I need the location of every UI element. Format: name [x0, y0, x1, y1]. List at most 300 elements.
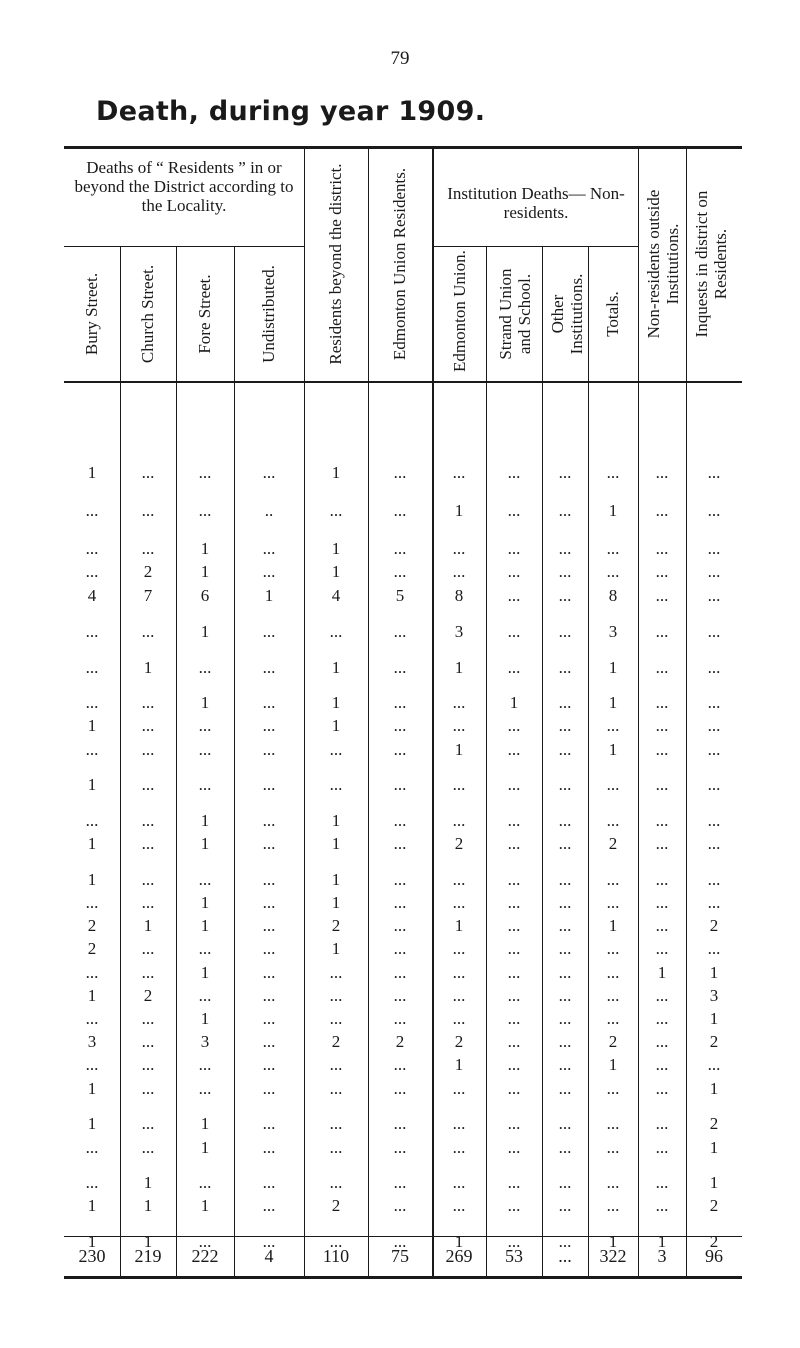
table-cell: ...: [606, 716, 620, 735]
table-cell: 1: [331, 716, 341, 735]
total-cell: 230: [78, 1246, 106, 1266]
table-cell: 1: [200, 811, 210, 830]
table-cell: ...: [85, 693, 99, 712]
table-cell: 1: [87, 986, 97, 1005]
table-cell: ...: [393, 939, 407, 958]
table-cell: ...: [507, 1138, 521, 1157]
table-cell: 1: [454, 658, 464, 677]
table-cell: 4: [331, 586, 341, 605]
table-cell: ...: [707, 693, 721, 712]
table-cell: ...: [606, 539, 620, 558]
table-cell: 2: [454, 834, 464, 853]
table-cell: 1: [143, 658, 153, 677]
table-cell: ...: [393, 463, 407, 482]
table-cell: ...: [262, 658, 276, 677]
table-cell: 1: [87, 775, 97, 794]
table-cell: ...: [558, 963, 572, 982]
table-cell: ...: [507, 586, 521, 605]
table-cell: 1: [200, 1009, 210, 1028]
table-cell: 1: [608, 501, 618, 520]
table-cell: ...: [141, 775, 155, 794]
table-cell: ...: [558, 1055, 572, 1074]
table-cell: ...: [85, 963, 99, 982]
table-cell: 2: [608, 1032, 618, 1051]
table-cell: ...: [262, 1009, 276, 1028]
table-cell: 1: [509, 693, 519, 712]
table-cell: 1: [709, 1173, 719, 1192]
table-cell: ...: [262, 562, 276, 581]
table-cell: ...: [393, 834, 407, 853]
table-cell: ...: [707, 586, 721, 605]
table-cell: 1: [87, 870, 97, 889]
table-cell: 1: [331, 893, 341, 912]
table-cell: 1: [608, 658, 618, 677]
total-cell: 219: [134, 1246, 162, 1266]
table-cell: ...: [655, 1196, 669, 1215]
table-cell: ...: [558, 986, 572, 1005]
table-cell: ...: [655, 939, 669, 958]
table-cell: ...: [655, 1079, 669, 1098]
table-cell: ...: [141, 1032, 155, 1051]
table-cell: ...: [558, 740, 572, 759]
table-cell: ...: [452, 1138, 466, 1157]
col-divider-5: [368, 146, 369, 1276]
table-cell: 1: [87, 1196, 97, 1215]
table-cell: ...: [655, 740, 669, 759]
table-cell: ...: [558, 562, 572, 581]
table-cell: 2: [331, 1032, 341, 1051]
table-cell: 8: [608, 586, 618, 605]
total-cell: 269: [445, 1246, 473, 1266]
table-cell: 7: [143, 586, 153, 605]
table-cell: 1: [331, 693, 341, 712]
table-cell: ...: [707, 740, 721, 759]
table-cell: ...: [507, 1009, 521, 1028]
table-cell: ...: [507, 1114, 521, 1133]
table-cell: ...: [606, 775, 620, 794]
table-cell: ...: [329, 1009, 343, 1028]
col-header-strand-union: Strand Union and School.: [496, 268, 534, 360]
table-cell: ...: [329, 501, 343, 520]
table-cell: 1: [331, 870, 341, 889]
table-cell: ...: [141, 963, 155, 982]
table-cell: 1: [200, 693, 210, 712]
table-cell: 1: [143, 1173, 153, 1192]
table-cell: ...: [452, 693, 466, 712]
table-cell: ...: [507, 811, 521, 830]
table-cell: ...: [198, 1055, 212, 1074]
table-cell: ..: [264, 501, 274, 520]
table-cell: ...: [507, 740, 521, 759]
subheader-rule-left: [64, 246, 304, 247]
table-cell: ...: [141, 811, 155, 830]
table-cell: ...: [507, 1196, 521, 1215]
table-cell: 1: [709, 1079, 719, 1098]
table-cell: ...: [393, 1138, 407, 1157]
table-cell: ...: [558, 1079, 572, 1098]
table-cell: ...: [558, 501, 572, 520]
table-cell: ...: [558, 1232, 572, 1251]
table-cell: ...: [507, 939, 521, 958]
table-cell: ...: [393, 539, 407, 558]
table-cell: ...: [262, 811, 276, 830]
table-cell: 1: [608, 1055, 618, 1074]
table-cell: ...: [85, 622, 99, 641]
col-divider-4: [304, 146, 305, 1276]
table-cell: ...: [262, 1173, 276, 1192]
total-cell: 4: [264, 1246, 274, 1266]
table-cell: ...: [707, 658, 721, 677]
table-cell: ...: [141, 693, 155, 712]
table-cell: ...: [655, 986, 669, 1005]
table-cell: ...: [141, 463, 155, 482]
header-bottom-rule: [64, 381, 742, 383]
table-cell: ...: [452, 1009, 466, 1028]
table-cell: ...: [655, 562, 669, 581]
table-cell: ...: [507, 716, 521, 735]
table-cell: 1: [200, 1114, 210, 1133]
table-cell: ...: [85, 562, 99, 581]
table-cell: ...: [329, 986, 343, 1005]
table-cell: 1: [331, 658, 341, 677]
table-cell: ...: [655, 693, 669, 712]
table-cell: 2: [709, 1232, 719, 1251]
table-cell: 2: [143, 986, 153, 1005]
table-cell: 1: [454, 916, 464, 935]
total-cell: 75: [391, 1246, 409, 1266]
table-cell: ...: [393, 963, 407, 982]
table-cell: ...: [707, 870, 721, 889]
table-cell: ...: [606, 893, 620, 912]
table-cell: 2: [87, 916, 97, 935]
table-cell: ...: [558, 939, 572, 958]
table-cell: 1: [143, 916, 153, 935]
table-cell: ...: [707, 1055, 721, 1074]
table-cell: 2: [143, 562, 153, 581]
table-cell: ...: [655, 501, 669, 520]
table-cell: ...: [507, 562, 521, 581]
table-cell: 1: [200, 893, 210, 912]
table-cell: 1: [608, 916, 618, 935]
table-cell: 1: [331, 463, 341, 482]
table-cell: ...: [507, 539, 521, 558]
table-cell: ...: [606, 939, 620, 958]
table-cell: 2: [709, 1032, 719, 1051]
table-cell: ...: [262, 622, 276, 641]
col-header-other-institutions: Other Institutions.: [548, 273, 586, 355]
table-cell: ...: [262, 463, 276, 482]
table-cell: ...: [198, 658, 212, 677]
table-cell: ...: [393, 1009, 407, 1028]
table-cell: ...: [558, 775, 572, 794]
table-cell: 1: [200, 834, 210, 853]
table-cell: 1: [200, 622, 210, 641]
table-cell: ...: [558, 1114, 572, 1133]
table-cell: 1: [87, 834, 97, 853]
table-cell: ...: [393, 658, 407, 677]
table-cell: ...: [558, 622, 572, 641]
group-header-institutions: Institution Deaths— Non-residents.: [447, 184, 625, 222]
table-top-rule: [64, 146, 742, 149]
page-number: 79: [390, 48, 410, 69]
table-cell: 1: [200, 963, 210, 982]
table-cell: ...: [262, 716, 276, 735]
table-cell: ...: [262, 1079, 276, 1098]
table-cell: ...: [141, 1055, 155, 1074]
table-cell: 2: [331, 916, 341, 935]
table-cell: ...: [141, 539, 155, 558]
table-cell: ...: [262, 916, 276, 935]
table-cell: 3: [454, 622, 464, 641]
table-cell: 1: [331, 834, 341, 853]
table-cell: ...: [707, 939, 721, 958]
table-cell: ...: [507, 870, 521, 889]
table-cell: 1: [331, 539, 341, 558]
page-title: Death, during year 1909.: [96, 96, 486, 127]
table-cell: ...: [655, 658, 669, 677]
deaths-table: [64, 146, 742, 1282]
table-cell: ...: [262, 834, 276, 853]
table-cell: ...: [452, 986, 466, 1005]
table-cell: ...: [707, 463, 721, 482]
table-cell: ...: [558, 916, 572, 935]
table-cell: ...: [507, 1055, 521, 1074]
table-cell: ...: [558, 693, 572, 712]
table-cell: ...: [655, 1138, 669, 1157]
table-cell: ...: [85, 811, 99, 830]
table-cell: ...: [452, 870, 466, 889]
table-cell: ...: [393, 1114, 407, 1133]
table-cell: ...: [198, 463, 212, 482]
table-cell: 1: [87, 1114, 97, 1133]
table-cell: 1: [87, 1079, 97, 1098]
table-cell: ...: [329, 1232, 343, 1251]
table-cell: ...: [393, 916, 407, 935]
table-cell: ...: [606, 562, 620, 581]
table-cell: 1: [87, 716, 97, 735]
table-cell: ...: [707, 539, 721, 558]
table-cell: ...: [329, 963, 343, 982]
total-cell: 53: [505, 1246, 523, 1266]
table-cell: ...: [655, 463, 669, 482]
table-cell: ...: [262, 1055, 276, 1074]
table-cell: ...: [452, 939, 466, 958]
table-cell: 1: [200, 539, 210, 558]
table-cell: ...: [198, 939, 212, 958]
table-cell: ...: [393, 501, 407, 520]
table-cell: ...: [507, 1232, 521, 1251]
total-cell: 96: [705, 1246, 723, 1266]
table-cell: ...: [141, 622, 155, 641]
table-cell: 1: [331, 811, 341, 830]
table-cell: ...: [655, 1173, 669, 1192]
group-header-residents: Deaths of “ Residents ” in or beyond the District according to the Locality.: [74, 158, 294, 215]
table-cell: ...: [198, 870, 212, 889]
table-cell: 2: [709, 916, 719, 935]
table-cell: 1: [709, 1009, 719, 1028]
table-cell: 2: [454, 1032, 464, 1051]
table-cell: ...: [558, 1138, 572, 1157]
total-cell: 110: [322, 1246, 350, 1266]
table-cell: ...: [393, 775, 407, 794]
total-cell: 322: [599, 1246, 627, 1266]
table-cell: ...: [558, 893, 572, 912]
total-cell: 222: [191, 1246, 219, 1266]
table-cell: ...: [262, 1138, 276, 1157]
table-cell: ...: [452, 539, 466, 558]
table-cell: ...: [606, 870, 620, 889]
table-cell: 1: [657, 1232, 667, 1251]
table-cell: ...: [655, 539, 669, 558]
table-cell: ...: [393, 1232, 407, 1251]
table-cell: ...: [707, 562, 721, 581]
table-cell: ...: [452, 811, 466, 830]
table-cell: 1: [200, 916, 210, 935]
table-cell: 1: [454, 1232, 464, 1251]
table-cell: ...: [606, 1173, 620, 1192]
table-cell: ...: [558, 870, 572, 889]
table-cell: 1: [608, 693, 618, 712]
table-cell: ...: [558, 463, 572, 482]
table-cell: 2: [709, 1196, 719, 1215]
table-cell: ...: [329, 622, 343, 641]
table-cell: ...: [393, 870, 407, 889]
table-cell: ...: [198, 986, 212, 1005]
table-cell: ...: [198, 1232, 212, 1251]
table-cell: ...: [393, 562, 407, 581]
table-cell: 1: [87, 463, 97, 482]
table-cell: ...: [606, 463, 620, 482]
table-cell: ...: [606, 986, 620, 1005]
table-bottom-rule: [64, 1276, 742, 1279]
table-cell: ...: [707, 501, 721, 520]
table-cell: ...: [262, 870, 276, 889]
table-cell: ...: [393, 1173, 407, 1192]
table-cell: ...: [329, 1138, 343, 1157]
table-cell: ...: [707, 622, 721, 641]
table-cell: ...: [141, 1138, 155, 1157]
table-cell: ...: [85, 1138, 99, 1157]
table-cell: ...: [262, 1032, 276, 1051]
table-cell: 6: [200, 586, 210, 605]
table-cell: ...: [85, 501, 99, 520]
table-cell: 1: [87, 1232, 97, 1251]
table-cell: ...: [606, 1196, 620, 1215]
table-cell: ...: [507, 501, 521, 520]
table-cell: ...: [558, 586, 572, 605]
table-cell: ...: [329, 1114, 343, 1133]
table-cell: 1: [143, 1196, 153, 1215]
table-cell: ...: [558, 539, 572, 558]
table-cell: ...: [655, 1009, 669, 1028]
table-cell: ...: [558, 658, 572, 677]
table-cell: ...: [141, 740, 155, 759]
table-cell: 1: [200, 562, 210, 581]
table-cell: 1: [200, 1138, 210, 1157]
table-cell: ...: [606, 811, 620, 830]
table-cell: 2: [709, 1114, 719, 1133]
table-cell: 1: [608, 740, 618, 759]
table-cell: 1: [454, 740, 464, 759]
table-cell: ...: [655, 775, 669, 794]
table-cell: ...: [85, 658, 99, 677]
table-cell: ...: [558, 1009, 572, 1028]
table-cell: ...: [655, 834, 669, 853]
table-cell: ...: [655, 893, 669, 912]
table-cell: ...: [393, 893, 407, 912]
table-cell: ...: [452, 893, 466, 912]
table-cell: 1: [608, 1232, 618, 1251]
table-cell: ...: [329, 1055, 343, 1074]
table-cell: ...: [329, 775, 343, 794]
table-cell: 1: [709, 963, 719, 982]
col-header-undistributed: Undistributed.: [259, 265, 278, 363]
table-cell: 3: [200, 1032, 210, 1051]
table-cell: 2: [87, 939, 97, 958]
table-cell: ...: [198, 501, 212, 520]
table-cell: 1: [709, 1138, 719, 1157]
table-cell: ...: [507, 622, 521, 641]
table-cell: ...: [452, 775, 466, 794]
table-cell: ...: [606, 1079, 620, 1098]
table-cell: 1: [454, 501, 464, 520]
table-cell: 2: [608, 834, 618, 853]
table-cell: 8: [454, 586, 464, 605]
table-cell: ...: [558, 834, 572, 853]
table-cell: ...: [655, 811, 669, 830]
table-cell: ...: [507, 1032, 521, 1051]
table-cell: ...: [393, 1079, 407, 1098]
table-cell: ...: [655, 1055, 669, 1074]
table-cell: ...: [452, 716, 466, 735]
col-header-inquests: Inquests in district on Residents.: [692, 190, 730, 338]
table-cell: ...: [452, 1196, 466, 1215]
table-cell: ...: [558, 811, 572, 830]
col-header-non-residents-outside: Non-residents outside Institutions.: [644, 189, 682, 339]
table-cell: 3: [709, 986, 719, 1005]
table-cell: ...: [507, 775, 521, 794]
table-cell: 3: [608, 622, 618, 641]
table-cell: ...: [707, 893, 721, 912]
table-cell: 1: [143, 1232, 153, 1251]
col-header-totals: Totals.: [603, 291, 622, 337]
table-cell: ...: [141, 501, 155, 520]
table-cell: ...: [262, 693, 276, 712]
table-cell: ...: [85, 740, 99, 759]
table-cell: ...: [452, 1079, 466, 1098]
table-cell: ...: [393, 740, 407, 759]
table-cell: ...: [707, 716, 721, 735]
table-cell: ...: [393, 622, 407, 641]
table-cell: 1: [264, 586, 274, 605]
table-cell: ...: [507, 1173, 521, 1192]
table-cell: ...: [198, 1173, 212, 1192]
table-cell: ...: [262, 986, 276, 1005]
col-header-bury-street: Bury Street.: [82, 272, 101, 356]
col-divider-3: [234, 246, 235, 1276]
table-cell: ...: [393, 1196, 407, 1215]
table-cell: ...: [707, 811, 721, 830]
table-cell: ...: [198, 1079, 212, 1098]
table-cell: ...: [85, 1173, 99, 1192]
table-cell: ...: [655, 870, 669, 889]
subheader-rule-inst: [432, 246, 638, 247]
table-cell: ...: [141, 834, 155, 853]
table-cell: ...: [85, 1009, 99, 1028]
table-cell: ...: [262, 539, 276, 558]
table-cell: 1: [200, 1196, 210, 1215]
table-cell: ...: [262, 1114, 276, 1133]
